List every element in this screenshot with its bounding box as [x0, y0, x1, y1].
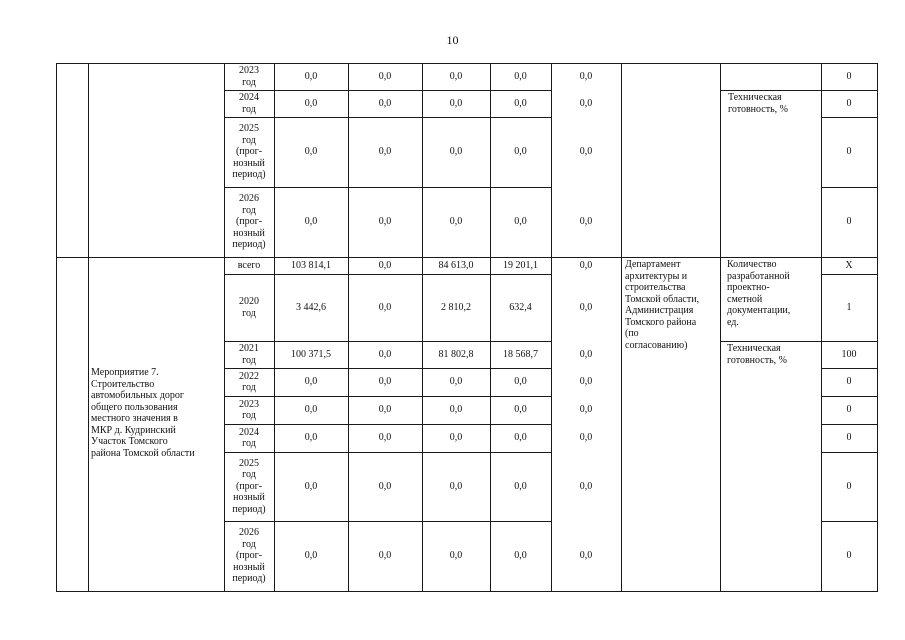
column-divider: [720, 257, 721, 592]
indicator-label-divider: [720, 341, 821, 342]
period-cell-line: 2025: [239, 123, 259, 135]
period-cell-line: год: [242, 382, 256, 393]
column-divider: [877, 63, 878, 257]
amount-cell: 0,0: [378, 376, 392, 387]
amount-cell: 0,0: [378, 348, 392, 360]
period-cell-line: период): [232, 239, 266, 251]
amount-cell: 103 814,1: [291, 259, 331, 271]
column-divider: [56, 257, 57, 592]
event-name-line: местного значения в: [91, 413, 178, 424]
executor-line: Департамент: [625, 259, 681, 270]
amount-cell: 0,0: [304, 550, 318, 561]
indicator-value-cell: 0: [846, 376, 852, 387]
indicator-value-cell: 0: [846, 146, 852, 157]
period-cell: [224, 193, 274, 251]
column-divider: [88, 257, 89, 592]
indicator-row-divider: [821, 187, 878, 188]
amount-cell: 3 442,6: [296, 301, 326, 313]
amount-cell: 0,0: [579, 550, 593, 561]
amount-cell: 0,0: [514, 376, 527, 387]
amount-cell: 0,0: [304, 480, 318, 492]
indicator-value-cell: X: [845, 259, 853, 271]
column-divider: [621, 63, 622, 257]
indicator-row-divider: [821, 521, 878, 522]
period-cell-line: 2026: [239, 527, 259, 539]
amount-cell: 0,0: [378, 146, 392, 157]
event-name-line: автомобильных дорог: [91, 390, 185, 401]
indicator-value-cell: 0: [846, 216, 852, 227]
page-number: 10: [446, 33, 459, 47]
table-bottom-border: [56, 591, 878, 592]
amount-cell: 84 613,0: [438, 259, 474, 271]
amount-cell: 0,0: [514, 480, 527, 492]
period-cell: [224, 123, 274, 181]
period-cell: [224, 296, 274, 319]
amount-cell: 0,0: [579, 432, 593, 443]
period-cell: [224, 260, 274, 272]
period-cell-line: год: [242, 204, 256, 216]
amount-cell: 0,0: [304, 146, 318, 157]
indicator-value-cell: 1: [846, 301, 852, 313]
event-name-line: общего пользования: [91, 401, 178, 413]
period-cell-line: 2023: [239, 398, 259, 410]
period-cell-line: 2026: [239, 193, 259, 205]
amount-cell: 0,0: [514, 216, 527, 227]
indicator-label-line: ед.: [727, 316, 739, 328]
indicator-label: [727, 343, 820, 366]
column-divider: [274, 63, 275, 257]
period-cell-line: 2021: [239, 343, 259, 354]
indicator-label: [727, 259, 820, 328]
indicator-label-line: готовность, %: [727, 354, 787, 366]
amount-cell: 0,0: [449, 404, 463, 415]
amount-cell: 0,0: [304, 97, 318, 109]
amount-cell: 0,0: [579, 404, 593, 415]
amount-cell: 0,0: [579, 259, 593, 271]
amount-cell: 0,0: [514, 70, 527, 82]
period-cell-line: год: [242, 76, 256, 88]
indicator-label-line: Техническая: [728, 92, 782, 103]
amount-cell: 0,0: [514, 404, 527, 415]
period-cell: [224, 458, 274, 516]
period-cell-line: (прог-: [235, 480, 263, 492]
column-divider: [88, 63, 89, 257]
period-cell-line: период): [232, 169, 266, 181]
period-cell-line: период): [232, 573, 266, 585]
amount-cell: 0,0: [304, 432, 318, 443]
indicator-row-divider: [821, 368, 878, 369]
period-cell-line: нозный: [233, 157, 265, 169]
indicator-label-line: сметной: [727, 293, 763, 305]
period-cell-line: 2023: [239, 65, 259, 76]
event-name: [91, 367, 223, 459]
table-top-border: [56, 63, 878, 64]
amount-cell: 0,0: [579, 70, 593, 82]
period-cell: [224, 399, 274, 422]
column-divider: [877, 257, 878, 592]
executor-line: Томской области,: [625, 293, 700, 305]
period-cell-line: 2020: [239, 296, 259, 307]
amount-cell: 0,0: [378, 480, 392, 492]
amount-cell: 0,0: [304, 404, 318, 415]
period-cell-line: год: [242, 354, 256, 366]
amount-cell: 0,0: [378, 216, 392, 227]
indicator-row-divider: [821, 90, 878, 91]
amount-cell: 0,0: [579, 216, 593, 227]
period-cell-line: (прог-: [235, 146, 263, 158]
indicator-value-cell: 0: [846, 404, 852, 415]
amount-cell: 0,0: [579, 97, 593, 109]
executor-line: строительства: [625, 282, 686, 293]
amount-cell: 0,0: [304, 70, 318, 82]
event-name-line: Строительство: [91, 378, 155, 390]
indicator-value-cell: 0: [846, 432, 852, 443]
period-cell-line: год: [242, 307, 256, 319]
indicator-value-cell: 100: [841, 348, 857, 360]
period-cell-line: 2024: [239, 92, 259, 103]
column-divider: [56, 63, 57, 257]
indicator-label-divider: [720, 90, 821, 91]
column-divider: [720, 63, 721, 257]
period-cell: [224, 343, 274, 366]
amount-cell: 0,0: [378, 550, 392, 561]
amount-cell: 0,0: [514, 146, 527, 157]
indicator-value-cell: 0: [846, 480, 852, 492]
period-cell-line: нозный: [233, 561, 265, 573]
column-divider: [490, 63, 491, 257]
amount-cell: 0,0: [449, 480, 463, 492]
indicator-label-line: проектно-: [727, 282, 770, 293]
amount-cell: 0,0: [579, 301, 593, 313]
period-cell-line: 2024: [239, 426, 259, 438]
indicator-label: [728, 92, 819, 115]
period-cell-line: год: [242, 103, 256, 115]
period-cell-line: всего: [237, 259, 261, 271]
period-cell-line: период): [232, 503, 266, 515]
period-cell: [224, 92, 274, 115]
period-cell: [224, 527, 274, 585]
executor: [625, 259, 718, 351]
period-cell-line: год: [242, 410, 256, 421]
period-cell-line: год: [242, 134, 256, 146]
period-cell-line: (прог-: [235, 550, 263, 562]
indicator-label-line: Техническая: [727, 343, 781, 354]
executor-line: Администрация: [625, 305, 694, 316]
amount-cell: 632,4: [509, 301, 532, 313]
amount-cell: 0,0: [579, 480, 593, 492]
executor-line: Томского района: [625, 316, 697, 328]
amount-cell: 0,0: [449, 376, 463, 387]
amount-cell: 0,0: [514, 432, 527, 443]
period-cell-line: 2025: [239, 457, 259, 469]
indicator-row-divider: [821, 396, 878, 397]
amount-cell: 0,0: [304, 216, 318, 227]
amount-cell: 2 810,2: [441, 301, 471, 313]
amount-cell: 0,0: [579, 146, 593, 157]
indicator-row-divider: [821, 274, 878, 275]
period-cell-line: 2022: [239, 370, 259, 382]
amount-cell: 0,0: [449, 550, 463, 561]
amount-cell: 0,0: [449, 70, 463, 82]
event-name-line: МКР д. Кудринский: [91, 424, 176, 436]
indicator-value-cell: 0: [846, 70, 852, 82]
amount-cell: 18 568,7: [503, 348, 538, 360]
indicator-row-divider: [821, 424, 878, 425]
amount-cell: 0,0: [378, 259, 392, 271]
block-separator: [56, 257, 878, 258]
indicator-label-line: готовность, %: [728, 103, 788, 115]
amount-cell: 0,0: [378, 432, 392, 443]
amount-cell: 0,0: [449, 146, 463, 157]
event-name-line: Мероприятие 7.: [91, 367, 159, 378]
amount-cell: 0,0: [449, 97, 463, 109]
period-cell-line: год: [242, 438, 256, 449]
amount-cell: 0,0: [579, 348, 593, 360]
indicator-row-divider: [821, 452, 878, 453]
amount-cell: 19 201,1: [503, 259, 538, 271]
period-cell-line: год: [242, 538, 256, 550]
executor-line: согласованию): [625, 339, 688, 351]
event-name-line: района Томской области: [91, 447, 195, 459]
indicator-value-cell: 0: [846, 97, 852, 109]
column-divider: [621, 257, 622, 592]
event-name-line: Участок Томского: [91, 436, 168, 447]
amount-cell: 0,0: [514, 550, 527, 561]
period-cell-line: (прог-: [235, 216, 263, 228]
period-cell: [224, 371, 274, 394]
amount-cell: 100 371,5: [291, 348, 331, 360]
indicator-label-line: документации,: [727, 305, 791, 316]
amount-cell: 0,0: [378, 97, 392, 109]
period-cell-line: год: [242, 469, 256, 481]
amount-cell: 0,0: [449, 432, 463, 443]
amount-cell: 0,0: [378, 301, 392, 313]
period-cell-line: нозный: [233, 492, 265, 504]
column-divider: [422, 63, 423, 257]
column-divider: [551, 63, 552, 257]
amount-cell: 81 802,8: [438, 348, 474, 360]
executor-line: архитектуры и: [625, 270, 688, 282]
executor-line: (по: [625, 328, 639, 339]
amount-cell: 0,0: [304, 376, 318, 387]
indicator-row-divider: [821, 341, 878, 342]
period-cell: [224, 427, 274, 450]
amount-cell: 0,0: [514, 97, 527, 109]
amount-cell: 0,0: [449, 216, 463, 227]
indicator-row-divider: [821, 117, 878, 118]
period-cell-line: нозный: [233, 227, 265, 239]
indicator-label-line: Количество: [727, 259, 777, 270]
amount-cell: 0,0: [378, 70, 392, 82]
period-cell: [224, 65, 274, 88]
indicator-label-line: разработанной: [727, 270, 790, 282]
amount-cell: 0,0: [378, 404, 392, 415]
column-divider: [348, 63, 349, 257]
column-divider: [821, 63, 822, 257]
indicator-value-cell: 0: [846, 550, 852, 561]
amount-cell: 0,0: [579, 376, 593, 387]
